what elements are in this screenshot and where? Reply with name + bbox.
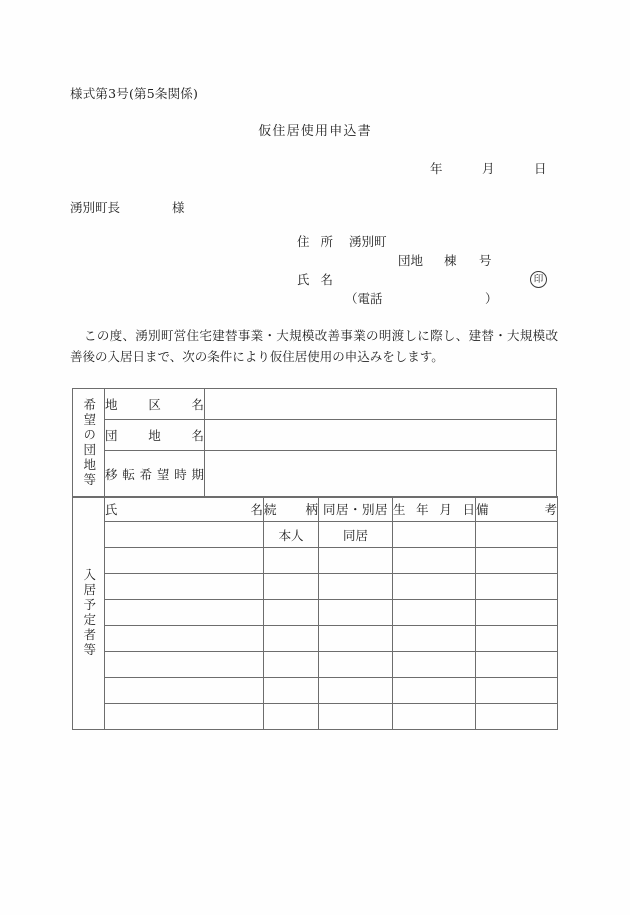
name-label: 氏名 <box>297 272 333 287</box>
occupant-name-cell[interactable] <box>105 626 264 652</box>
occupant-dob-cell[interactable] <box>393 522 476 548</box>
room-number-label: 号 <box>479 253 492 268</box>
column-header-name: 氏名 <box>105 497 264 522</box>
addressee-honorific: 様 <box>172 200 185 215</box>
applicant-address-line <box>297 232 492 251</box>
table-row <box>73 389 557 420</box>
applicant-phone-line <box>297 289 498 308</box>
table-row <box>73 451 557 498</box>
occupant-table <box>72 496 558 730</box>
occupant-note-cell[interactable] <box>476 704 558 730</box>
occupant-dob-cell[interactable] <box>393 626 476 652</box>
occupant-relation-cell[interactable] <box>264 548 319 574</box>
occupant-name-cell[interactable] <box>105 574 264 600</box>
occupant-dob-cell[interactable] <box>393 600 476 626</box>
table-row <box>73 548 558 574</box>
wish-table <box>72 388 557 498</box>
table-row <box>73 678 558 704</box>
wish-row-value-district[interactable] <box>205 389 557 420</box>
occupant-dob-cell[interactable] <box>393 574 476 600</box>
column-header-living: 同居・別居 <box>319 497 393 522</box>
occupant-relation-cell[interactable] <box>264 652 319 678</box>
table-row <box>73 574 558 600</box>
occupant-note-cell[interactable] <box>476 626 558 652</box>
address-value: 湧別町 <box>349 234 387 249</box>
building-label: 棟 <box>444 253 457 268</box>
column-header-note: 備考 <box>476 497 558 522</box>
occupant-note-cell[interactable] <box>476 678 558 704</box>
occupant-note-cell[interactable] <box>476 574 558 600</box>
addressee <box>70 198 185 216</box>
occupant-note-cell[interactable] <box>476 548 558 574</box>
wish-row-value-move-period[interactable] <box>205 451 557 498</box>
occupant-living-cell[interactable] <box>319 626 393 652</box>
applicant-name-line <box>297 270 544 289</box>
occupant-dob-cell[interactable] <box>393 704 476 730</box>
occupant-relation-cell[interactable] <box>264 600 319 626</box>
occupant-name-cell[interactable] <box>105 522 264 548</box>
applicant-danchi-line <box>297 251 492 270</box>
occupant-relation-cell[interactable] <box>264 678 319 704</box>
form-number: 様式第3号(第5条関係) <box>70 86 199 101</box>
wish-row-label-district: 地区名 <box>105 389 205 420</box>
column-header-dob: 生年月日 <box>393 497 476 522</box>
occupant-living-cell[interactable] <box>319 574 393 600</box>
occupant-living-cell[interactable] <box>319 548 393 574</box>
table-row <box>73 600 558 626</box>
table-row <box>73 420 557 451</box>
occupant-relation-cell[interactable]: 本人 <box>264 522 319 548</box>
column-header-relation: 続柄 <box>264 497 319 522</box>
wish-row-value-complex[interactable] <box>205 420 557 451</box>
table-row <box>73 704 558 730</box>
occupant-living-cell[interactable] <box>319 600 393 626</box>
occupant-living-cell[interactable] <box>319 678 393 704</box>
occupant-relation-cell[interactable] <box>264 626 319 652</box>
table-row <box>73 522 558 548</box>
occupant-living-cell[interactable] <box>319 704 393 730</box>
date-year-label: 年 <box>430 161 443 176</box>
wish-row-label-complex: 団地名 <box>105 420 205 451</box>
table-row <box>73 652 558 678</box>
date-month-label: 月 <box>481 161 495 176</box>
occupant-name-cell[interactable] <box>105 652 264 678</box>
table-header-row <box>73 497 558 522</box>
addressee-name: 湧別町長 <box>70 200 121 215</box>
occupant-dob-cell[interactable] <box>393 678 476 704</box>
occupant-note-cell[interactable] <box>476 652 558 678</box>
occupant-name-cell[interactable] <box>105 548 264 574</box>
occupant-note-cell[interactable] <box>476 600 558 626</box>
occupant-dob-cell[interactable] <box>393 548 476 574</box>
occupant-relation-cell[interactable] <box>264 574 319 600</box>
address-label: 住所 <box>297 234 333 249</box>
page-title: 仮住居使用申込書 <box>258 124 372 139</box>
occupant-living-cell[interactable]: 同居 <box>319 522 393 548</box>
occupant-name-cell[interactable] <box>105 678 264 704</box>
occupant-name-cell[interactable] <box>105 600 264 626</box>
occupant-dob-cell[interactable] <box>393 652 476 678</box>
phone-label: （電話 <box>345 291 383 306</box>
applicant-block <box>297 232 544 308</box>
seal-stamp-icon: 印 <box>530 271 547 288</box>
occupant-living-cell[interactable] <box>319 652 393 678</box>
date-day-label: 日 <box>533 161 547 176</box>
occupant-name-cell[interactable] <box>105 704 264 730</box>
wish-section-label: 希望の団地等 <box>73 389 105 498</box>
table-row <box>73 626 558 652</box>
wish-row-label-move-period: 移転希望時期 <box>105 451 205 498</box>
occupant-relation-cell[interactable] <box>264 704 319 730</box>
body-paragraph: この度、湧別町営住宅建替事業・大規模改善事業の明渡しに際し、建替・大規模改善後の入居日まで、次の条件により仮住居使用の申込みをします。 <box>70 328 558 364</box>
occupant-section-label: 入居予定者等 <box>73 497 105 730</box>
date-line <box>430 159 546 177</box>
phone-paren-close: ） <box>485 291 498 306</box>
danchi-label: 団地 <box>398 253 424 268</box>
occupant-note-cell[interactable] <box>476 522 558 548</box>
